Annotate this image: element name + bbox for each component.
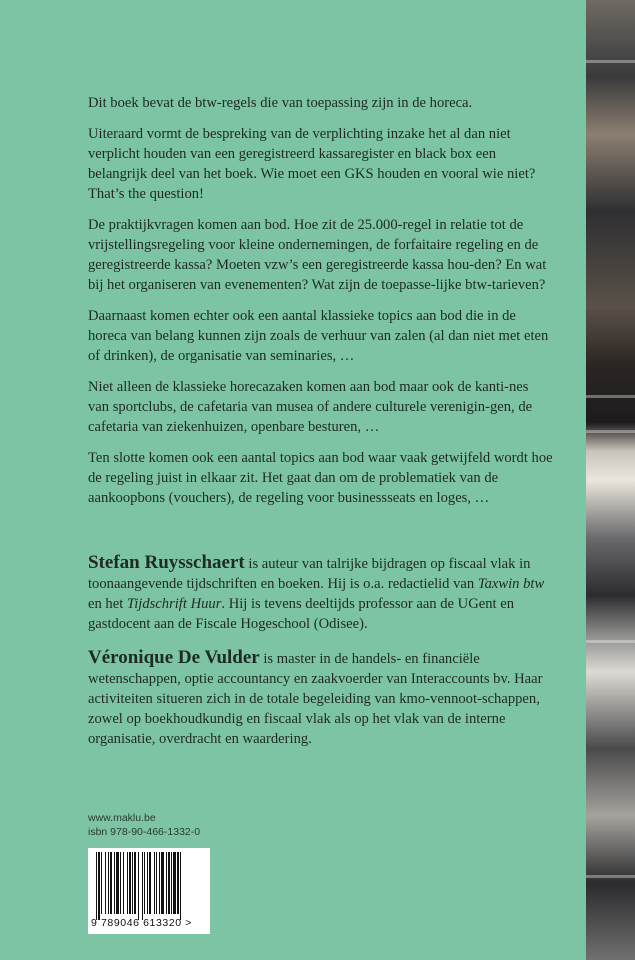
author-bio-1-text-a: is auteur van talrijke bijdragen op fiscaal vlak in toonaangevende tijdschriften en boeken. Hij is o.a. redactielid van: [88, 556, 531, 592]
barcode-digits: 9 789046 613320 >: [91, 917, 192, 929]
author-name-1: Stefan Ruysschaert: [88, 552, 245, 573]
blurb-paragraph-6: Ten slotte komen ook een aantal topics aan bod waar vaak getwijfeld wordt hoe de regeling juist in elkaar zit. Het gaat dan om de problematiek van de aankoopbons (vouchers), de regeling voor businessseats en loges, …: [88, 450, 553, 506]
author-name-2: Véronique De Vulder: [88, 647, 260, 668]
publisher-website: www.maklu.be: [88, 812, 156, 824]
author-bio-2-text: is master in de handels- en financiële wetenschappen, optie accountancy en zaakvoerder van Interaccounts bv. Haar activiteiten situeren zich in de totale begeleiding van kmo-vennoot-schappen, zowel op boekhoudkundig en fiscaal vlak als op het vlak van de interne organisatie, overdracht en waardering.: [88, 651, 543, 747]
author-bio-1-italic-b: Tijdschrift Huur: [126, 596, 222, 612]
author-bio-1-italic-a: Taxwin btw: [477, 576, 545, 592]
cover-photo-strip: [586, 0, 635, 960]
photo-beam: [586, 875, 635, 878]
photo-beam: [586, 430, 635, 433]
author-bio-1-text-b: en het: [88, 596, 127, 612]
author-bio-1: [88, 553, 558, 634]
photo-beam: [586, 395, 635, 398]
blurb-paragraph-1: Dit boek bevat de btw-regels die van toepassing zijn in de horeca.: [88, 95, 473, 111]
blurb-paragraph-2: Uiteraard vormt de bespreking van de verplichting inzake het al dan niet verplicht houden van een geregistreerd kassaregister en black box een belangrijk deel van het boek. Wie moet een GKS houden en vooral wie niet? That’s the question!: [88, 126, 536, 202]
blurb: [88, 93, 553, 519]
author-bios: [88, 553, 558, 763]
blurb-paragraph-3: De praktijkvragen komen aan bod. Hoe zit de 25.000-regel in relatie tot de vrijstellingsregeling voor kleine ondernemingen, de forfaitaire regeling en de geregistreerde kassa? Moeten vzw’s een geregistreerde kassa hou-den? En wat bij het organiseren van evenementen? Wat zijn de toepasse-lijke btw-tarieven?: [88, 217, 547, 293]
isbn-number: isbn 978-90-466-1332-0: [88, 826, 201, 838]
photo-beam: [586, 60, 635, 63]
barcode-bar: [181, 852, 183, 920]
blurb-paragraph-5: Niet alleen de klassieke horecazaken komen aan bod maar ook de kanti-nes van sportclubs, de cafetaria van musea of andere culturele verenigin-gen, de cafetaria van ziekenhuizen, openbare besturen, …: [88, 379, 533, 435]
barcode-bars: [96, 852, 202, 916]
photo-beam: [586, 640, 635, 643]
author-bio-2: [88, 648, 558, 749]
publisher-info: [88, 811, 200, 839]
barcode: [88, 848, 210, 934]
blurb-paragraph-4: Daarnaast komen echter ook een aantal klassieke topics aan bod die in de horeca van belang kunnen zijn zoals de verhuur van zalen (al dan niet met eten of drinken), de organisatie van seminaries, …: [88, 308, 549, 364]
author-bio-1-text-c: . Hij is tevens deeltijds professor aan de UGent en gastdocent aan de Fiscale Hogeschool (Odisee).: [88, 596, 514, 632]
